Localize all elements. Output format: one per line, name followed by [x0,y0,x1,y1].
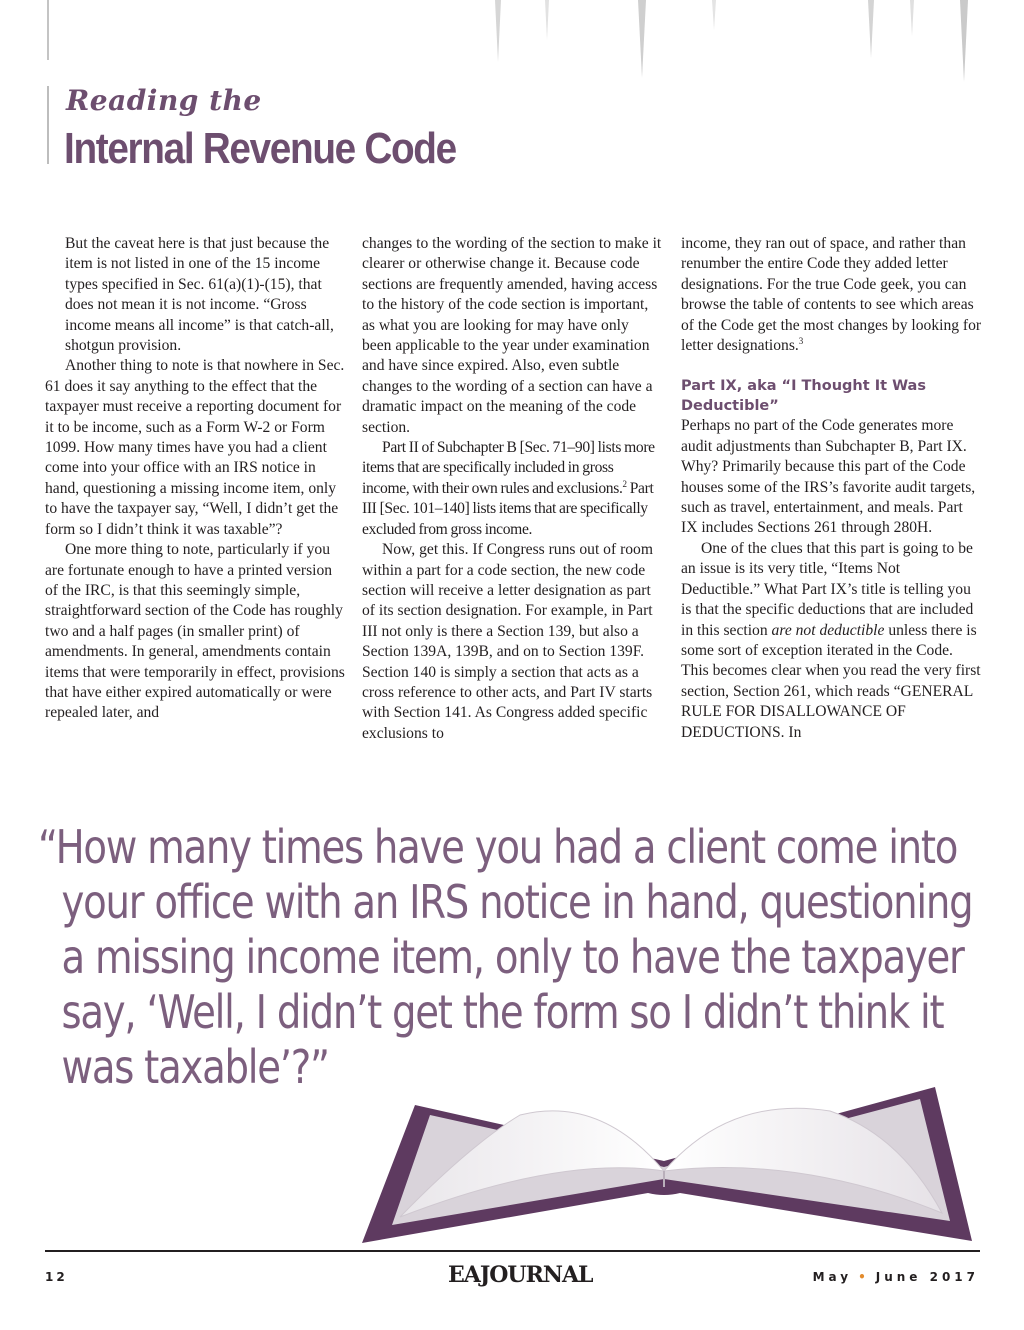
section-subhead: Part IX, aka “I Thought It Was Deductible” [681,378,926,415]
paragraph-text: One of the clues that this part is going to be an issue is its very title, “Items Not Deductible.” What Part IX’s title is telling you is that the specific deductions that are included in this section [681,539,974,639]
pull-quote-line: say, ‘Well, I didn’t get the form so I didn’t think it [61,985,944,1039]
journal-logo: EAJOURNAL [448,1262,593,1288]
paragraph: But the caveat here is that just because the item is not listed in one of the 15 income types specified in Sec. 61(a)(1)-(15), that does not mean it is not income. “Gross income means all income” is that catch-all, shotgun provision. [65,235,334,355]
article-title: Internal Revenue Code [64,124,456,173]
pull-quote [38,820,973,1095]
paragraph: One more thing to note, particularly if you are fortunate enough to have a printed version of the IRC, is that this seemingly simple, straightforward section of the Code has roughly two and a half pages (in smaller print) of amendments. In general, amendments contain items that were temporarily in effect, provisions that have either expired automatically or were repealed later, and [45,541,345,722]
page-number: 12 [45,1270,68,1284]
top-decoration [0,0,1024,90]
paragraph: changes to the wording of the section to make it clearer or otherwise change it. Because code sections are frequently amended, having access to the history of the code section is important, as what you are looking for may have only been applicable to the year under examination and have since expired. Also, even subtle changes to the wording of a section can have a dramatic impact on the meaning of the code section. [362,235,662,436]
issue-date [813,1270,979,1284]
open-book-illustration [0,1075,1024,1255]
issue-month: May [812,1270,853,1284]
footer-rule [45,1250,980,1252]
paragraph [681,234,983,356]
title-accent-bar [47,86,49,164]
emphasis-text: are not deductible [771,621,885,639]
text-column-1 [45,234,345,794]
article-kicker: Reading the [66,84,262,117]
paragraph: Now, get this. If Congress runs out of room within a part for a code section, the new code section will receive a letter designation as part of its section designation. For example, in Part III not only is there a Section 139, but also a Section 139A, 139B, and on to Section 139F. Section 140 is simply a section that acts as a cross reference to other acts, and Part IV starts with Section 141. As Congress added specific exclusions to [362,541,653,742]
paragraph: Another thing to note is that nowhere in Sec. 61 does it say anything to the effect that the taxpayer must receive a reporting document for it to be income, such as a Form W-2 or Form 1099. How many times have you had a client come into your office with an IRS notice in hand, questioning a missing income item, only to have the taxpayer say, “Well, I didn’t get the form so I didn’t think it was taxable”? [45,357,345,538]
footnote-marker: 2 [622,478,627,489]
paragraph-text: unless there is some sort of exception iterated in the Code. This becomes clear when you read the very first section, Section 261, which reads “GENERAL RULE FOR DISALLOWANCE OF DEDUCTIONS. In [681,621,981,741]
paragraph [681,539,983,743]
paragraph [362,438,662,540]
text-column-3 [681,234,983,794]
paragraph-text: income, they ran out of space, and rather than renumber the entire Code they added letter designations. For the true Code geek, you can browse the table of contents to see which areas of the Code get the most changes by looking for letter designations. [681,235,982,355]
footnote-marker: 3 [798,335,804,346]
paragraph-text: Part III [Sec. 101–140] lists items that are specifically excluded from gross income. [362,479,654,538]
pull-quote-line: your office with an IRS notice in hand, questioning [61,875,973,929]
pull-quote-line: was taxable’?” [61,1040,329,1094]
text-column-2 [362,234,662,794]
issue-rest: June 2017 [875,1270,979,1284]
paragraph-text: Part II of Subchapter B [Sec. 71–90] lists more items that are specifically included in gross income, with their own rules and exclusions. [362,439,655,497]
issue-separator: • [858,1270,870,1284]
paragraph: Perhaps no part of the Code generates more audit adjustments than Subchapter B, Part IX. Why? Primarily because this part of the Code houses some of the IRS’s favorite audit targets, such as travel, entertainment, and meals. Part IX includes Sections 261 through 280H. [681,417,976,537]
pull-quote-line: “How many times have you had a client come into [38,820,958,874]
pull-quote-line: a missing income item, only to have the taxpayer [61,930,964,984]
